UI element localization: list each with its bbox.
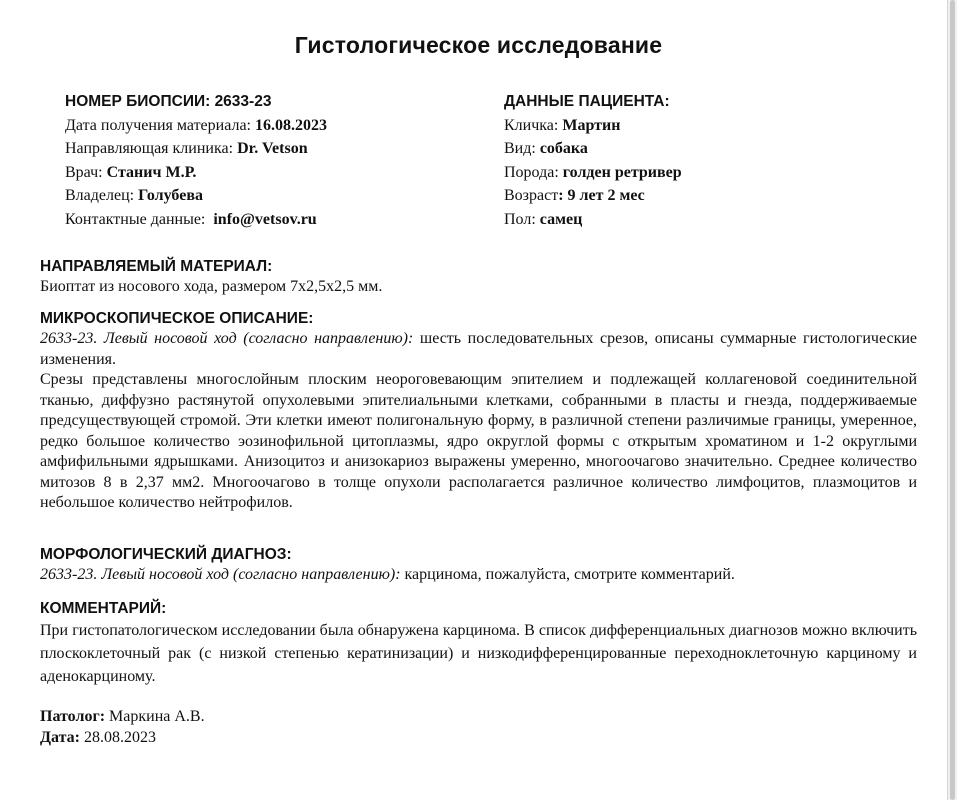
biopsy-number-header: НОМЕР БИОПСИИ: 2633-23 — [65, 93, 272, 110]
comment-heading: КОММЕНТАРИЙ: — [40, 600, 167, 617]
comment-section — [40, 598, 917, 688]
document-title: Гистологическое исследование — [294, 32, 663, 58]
biopsy-field-doctor: Врач: Станич М.Р. — [65, 163, 197, 181]
biopsy-field-received-date: Дата получения материала: 16.08.2023 — [65, 116, 327, 134]
patient-field-name: Кличка: Мартин — [504, 116, 621, 134]
biopsy-info — [65, 90, 505, 231]
date-line: Дата: 28.08.2023 — [40, 729, 156, 746]
material-text: Биоптат из носового хода, размером 7х2,5х2,5 мм. — [40, 278, 383, 295]
microscopic-heading: МИКРОСКОПИЧЕСКОЕ ОПИСАНИЕ: — [40, 310, 314, 327]
document-page — [40, 0, 917, 800]
material-heading: НАПРАВЛЯЕМЫЙ МАТЕРИАЛ: — [40, 258, 273, 275]
scrollbar-track[interactable] — [947, 0, 957, 800]
material-section — [40, 256, 917, 298]
patient-data-header: ДАННЫЕ ПАЦИЕНТА: — [504, 93, 670, 110]
patient-field-age: Возраст: 9 лет 2 мес — [504, 187, 645, 204]
microscopic-section — [40, 308, 917, 514]
patient-field-breed: Порода: голден ретривер — [504, 163, 682, 181]
biopsy-field-clinic: Направляющая клиника: Dr. Vetson — [65, 140, 308, 157]
diagnosis-text: 2633-23. Левый носовой ход (согласно направлению): карцинома, пожалуйста, смотрите комментарий. — [40, 566, 735, 583]
biopsy-field-contacts: Контактные данные: info@vetsov.ru — [65, 210, 317, 228]
pathologist-line: Патолог: Маркина А.В. — [40, 708, 205, 725]
patient-info — [504, 90, 904, 231]
diagnosis-heading: МОРФОЛОГИЧЕСКИЙ ДИАГНОЗ: — [40, 546, 292, 563]
comment-text: При гистопатологическом исследовании была обнаружена карцинома. В список дифференциальных диагнозов можно включить плоскоклеточный рак (с низкой степенью кератинизации) и низкодифференцированные переходноклеточную карциному и аденокарциному. — [40, 622, 917, 685]
patient-field-species: Вид: собака — [504, 140, 588, 157]
microscopic-body: Срезы представлены многослойным плоским неороговевающим эпителием и подлежащей коллагеновой соединительной тканью, диффузно растянутой опухолевыми эпителиальными клетками, собранными в пласты и гнезда, поддерживаемые предсуществующей стромой. Эти клетки имеют полигональную форму, в различной степени различимые границы, умеренное, редко большое количество эозинофильной цитоплазмы, ядро округлой формы с открытым хроматином и 1-2 округлыми амфифильными ядрышками. Анизоцитоз и анизокариоз выражены умеренно, многоочагово значительно. Среднее количество митозов 8 в 2,37 мм2. Многоочагово в толще опухоли располагается различное количество лимфоцитов, плазмоцитов и небольшое количество нейтрофилов. — [40, 371, 917, 511]
diagnosis-section — [40, 544, 917, 586]
biopsy-field-owner: Владелец: Голубева — [65, 187, 203, 204]
scrollbar-thumb[interactable] — [950, 0, 955, 800]
microscopic-lead: 2633-23. Левый носовой ход (согласно направлению): шесть последовательных срезов, описаны суммарные гистологические изменения. — [40, 330, 918, 368]
patient-field-sex: Пол: самец — [504, 210, 583, 228]
